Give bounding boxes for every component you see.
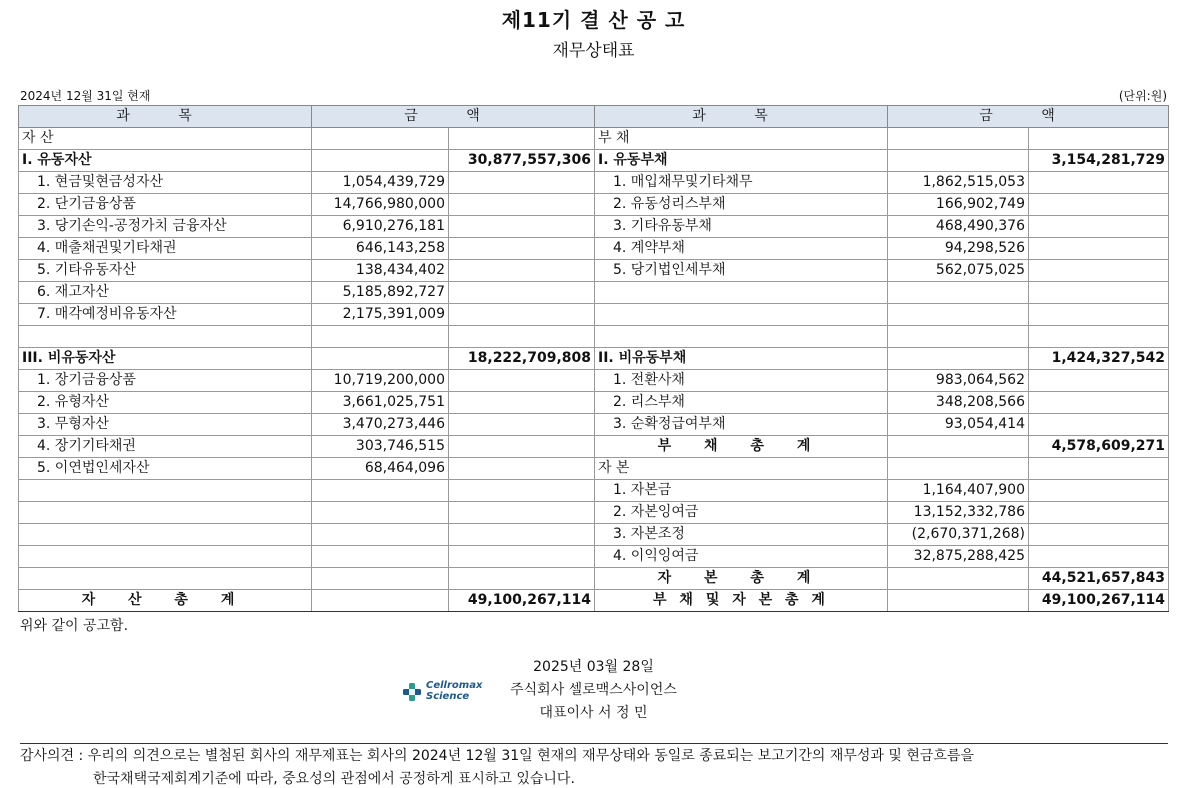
sign-date: 2025년 03월 28일	[533, 659, 654, 675]
table-row	[19, 150, 1169, 172]
balance-sheet-table	[18, 105, 1169, 612]
header-amount-right: 금 액	[888, 106, 1169, 128]
company-name: 주식회사 셀로맥스사이언스	[510, 682, 677, 698]
equity-item-label: 2. 자본잉여금	[595, 502, 888, 524]
table-row	[19, 502, 1169, 524]
liability-item-value: 348,208,566	[888, 392, 1029, 414]
liability-item-value: 562,075,025	[888, 260, 1029, 282]
asset-item-label: 5. 이연법인세자산	[19, 458, 312, 480]
asset-item-value: 5,185,892,727	[312, 282, 449, 304]
assets-total-value: 49,100,267,114	[449, 590, 595, 612]
liability-item-label: 3. 순확정급여부채	[595, 414, 888, 436]
table-row	[19, 436, 1169, 458]
asset-item-value: 646,143,258	[312, 238, 449, 260]
liabilities-equity-total-value: 49,100,267,114	[1029, 590, 1169, 612]
table-row	[19, 172, 1169, 194]
asset-item-label: 3. 당기손익-공정가치 금융자산	[19, 216, 312, 238]
logo-text-line2: Science	[426, 691, 470, 702]
asset-item-value: 138,434,402	[312, 260, 449, 282]
equity-total-value: 44,521,657,843	[1029, 568, 1169, 590]
noncurrent-liabilities-total: 1,424,327,542	[1029, 348, 1169, 370]
liabilities-total-label: 부 채 총 계	[595, 436, 888, 458]
asset-item-label: 5. 기타유동자산	[19, 260, 312, 282]
grand-total-row	[19, 590, 1169, 612]
logo-text-line1: Cellromax	[426, 680, 483, 691]
table-row	[19, 414, 1169, 436]
liability-item-label: 2. 유동성리스부채	[595, 194, 888, 216]
noncurrent-assets-title: III. 비유동자산	[19, 348, 312, 370]
noncurrent-liabilities-title: II. 비유동부채	[595, 348, 888, 370]
asset-item-value: 1,054,439,729	[312, 172, 449, 194]
table-row	[19, 546, 1169, 568]
liability-item-value: 93,054,414	[888, 414, 1029, 436]
equity-item-value: 1,164,407,900	[888, 480, 1029, 502]
current-assets-total: 30,877,557,306	[449, 150, 595, 172]
asset-item-label: 2. 유형자산	[19, 392, 312, 414]
liabilities-total-value: 4,578,609,271	[1029, 436, 1169, 458]
header-item-right: 과 목	[595, 106, 888, 128]
divider	[20, 743, 1168, 744]
liability-item-label: 2. 리스부채	[595, 392, 888, 414]
liability-item-label: 5. 당기법인세부채	[595, 260, 888, 282]
liability-item-label: 1. 매입채무및기타채무	[595, 172, 888, 194]
table-row	[19, 568, 1169, 590]
asset-item-label: 1. 장기금융상품	[19, 370, 312, 392]
table-row	[19, 480, 1169, 502]
liability-item-value: 983,064,562	[888, 370, 1029, 392]
table-row	[19, 304, 1169, 326]
liability-item-label: 1. 전환사채	[595, 370, 888, 392]
liability-item-value: 94,298,526	[888, 238, 1029, 260]
asset-item-label: 4. 장기기타채권	[19, 436, 312, 458]
liability-item-value: 166,902,749	[888, 194, 1029, 216]
liability-item-label: 4. 계약부채	[595, 238, 888, 260]
table-row	[19, 524, 1169, 546]
asset-item-label: 7. 매각예정비유동자산	[19, 304, 312, 326]
report-date: 2024년 12월 31일 현재	[20, 89, 151, 103]
table-row	[19, 458, 1169, 480]
current-assets-title: I. 유동자산	[19, 150, 312, 172]
asset-item-value: 10,719,200,000	[312, 370, 449, 392]
equity-item-label: 3. 자본조정	[595, 524, 888, 546]
page-title: 제11기 결 산 공 고	[501, 8, 686, 32]
asset-item-label: 3. 무형자산	[19, 414, 312, 436]
asset-item-value: 68,464,096	[312, 458, 449, 480]
announcement-text: 위와 같이 공고함.	[20, 618, 129, 634]
table-row	[19, 348, 1169, 370]
asset-item-value: 303,746,515	[312, 436, 449, 458]
ceo-name: 대표이사 서 정 민	[539, 705, 648, 721]
equity-item-value: 13,152,332,786	[888, 502, 1029, 524]
asset-item-label: 1. 현금및현금성자산	[19, 172, 312, 194]
current-liabilities-total: 3,154,281,729	[1029, 150, 1169, 172]
asset-item-label: 6. 재고자산	[19, 282, 312, 304]
table-row	[19, 370, 1169, 392]
asset-item-value: 2,175,391,009	[312, 304, 449, 326]
liability-item-label: 3. 기타유동부채	[595, 216, 888, 238]
asset-item-label: 2. 단기금융상품	[19, 194, 312, 216]
table-row	[19, 260, 1169, 282]
noncurrent-assets-total: 18,222,709,808	[449, 348, 595, 370]
equity-item-value: 32,875,288,425	[888, 546, 1029, 568]
current-liabilities-title: I. 유동부채	[595, 150, 888, 172]
liability-item-value: 1,862,515,053	[888, 172, 1029, 194]
liabilities-section-label: 부 채	[595, 128, 888, 150]
table-row	[19, 216, 1169, 238]
asset-item-label: 4. 매출채권및기타채권	[19, 238, 312, 260]
table-row	[19, 392, 1169, 414]
unit-label: (단위:원)	[1118, 89, 1167, 103]
assets-section-label: 자 산	[19, 128, 312, 150]
equity-section-label: 자 본	[595, 458, 888, 480]
audit-opinion-line2: 한국채택국제회계기준에 따라, 중요성의 관점에서 공정하게 표시하고 있습니다.	[93, 771, 575, 787]
asset-item-value: 3,470,273,446	[312, 414, 449, 436]
header-amount-left: 금 액	[312, 106, 595, 128]
table-row	[19, 326, 1169, 348]
table-header-row	[19, 106, 1169, 128]
equity-item-label: 4. 이익잉여금	[595, 546, 888, 568]
table-row	[19, 282, 1169, 304]
liabilities-equity-total-label: 부 채 및 자 본 총 계	[595, 590, 888, 612]
table-row	[19, 128, 1169, 150]
header-item-left: 과 목	[19, 106, 312, 128]
table-row	[19, 194, 1169, 216]
asset-item-value: 6,910,276,181	[312, 216, 449, 238]
audit-opinion-line1: 감사의견 : 우리의 의견으로는 별첨된 회사의 재무제표는 회사의 2024년 12월 31일 현재의 재무상태와 동일로 종료되는 보고기간의 재무성과 및 현금흐름을	[20, 748, 974, 764]
equity-total-label: 자 본 총 계	[595, 568, 888, 590]
table-row	[19, 238, 1169, 260]
asset-item-value: 3,661,025,751	[312, 392, 449, 414]
asset-item-value: 14,766,980,000	[312, 194, 449, 216]
liability-item-value: 468,490,376	[888, 216, 1029, 238]
page-subtitle: 재무상태표	[552, 41, 635, 61]
equity-item-label: 1. 자본금	[595, 480, 888, 502]
equity-item-value: (2,670,371,268)	[888, 524, 1029, 546]
assets-total-label: 자 산 총 계	[19, 590, 312, 612]
